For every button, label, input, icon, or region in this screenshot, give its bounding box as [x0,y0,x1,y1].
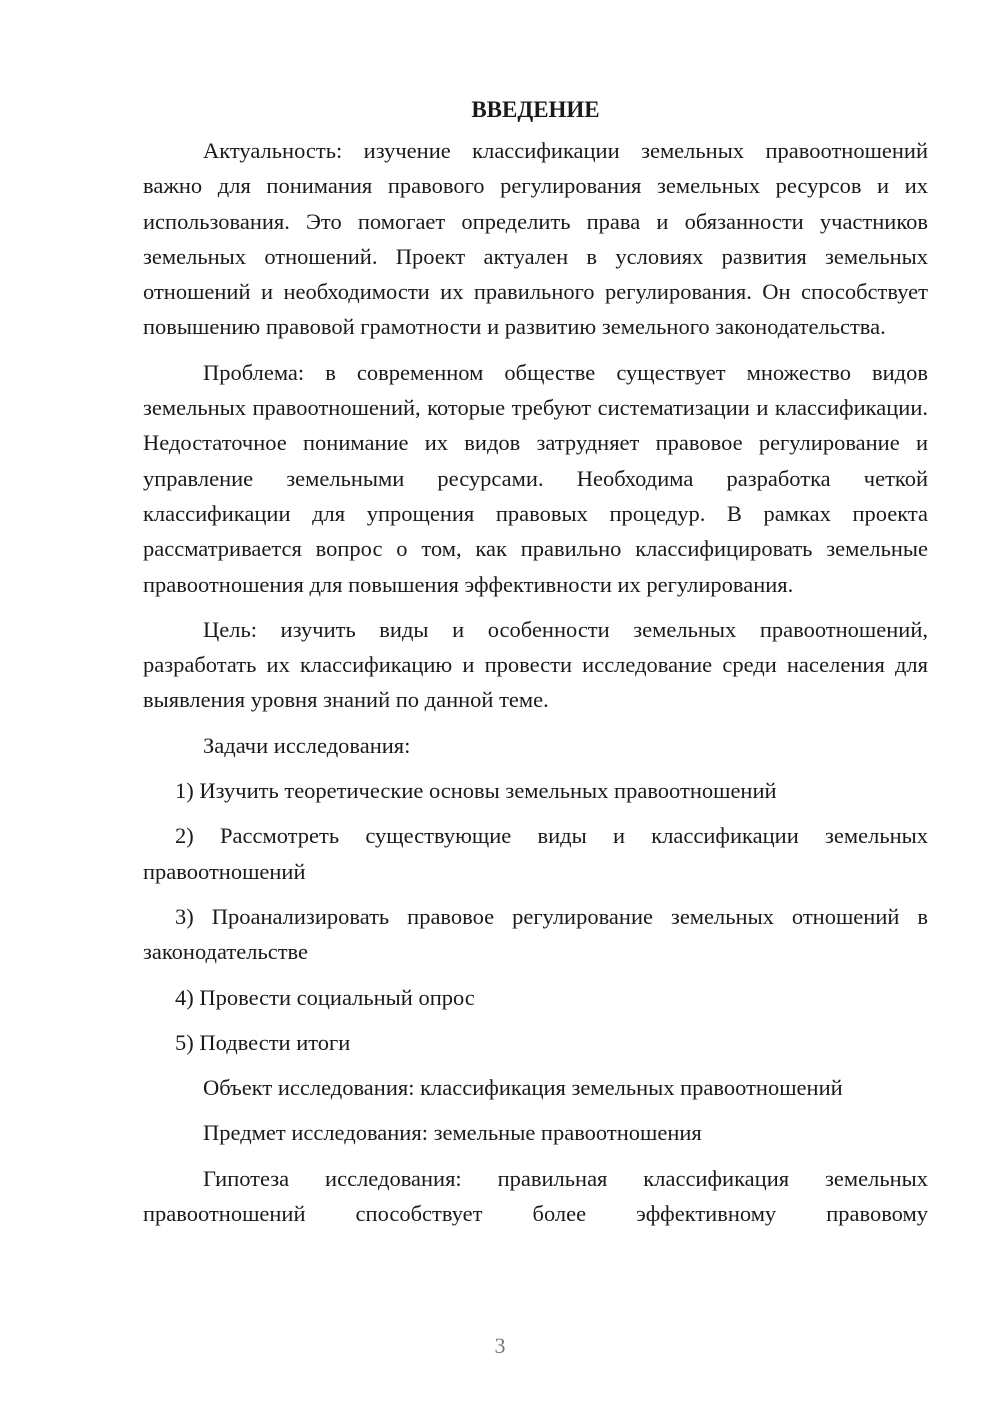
document-page [143,92,928,1241]
object-paragraph: Объект исследования: классификация земельных правоотношений [203,1075,843,1101]
problem-paragraph: Проблема: в современном обществе существует множество видов земельных правоотношений, которые требуют систематизации и классификации. Недостаточное понимание их видов затрудняет правовое регулирование и управление земельными ресурсами. Необходима разработка четкой классификации для упрощения правовых процедур. В рамках проекта рассматривается вопрос о том, как правильно классифицировать земельные правоотношения для повышения эффективности их регулирования. [143,359,928,597]
tasks-title: Задачи исследования: [203,732,411,758]
task-item-3: 3) Проанализировать правовое регулирование земельных отношений в законодательстве [143,903,928,965]
subject-paragraph: Предмет исследования: земельные правоотношения [203,1120,702,1146]
relevance-paragraph: Актуальность: изучение классификации земельных правоотношений важно для понимания правового регулирования земельных ресурсов и их использования. Это помогает определить права и обязанности участников земельных отношений. Проект актуален в условиях развития земельных отношений и необходимости их правильного регулирования. Он способствует повышению правовой грамотности и развитию земельного законодательства. [143,138,928,340]
task-item-1: 1) Изучить теоретические основы земельных правоотношений [175,778,777,804]
hypothesis-paragraph: Гипотеза исследования: правильная классификация земельных правоотношений способствует более эффективному правовому [143,1165,928,1227]
section-heading: ВВЕДЕНИЕ [471,97,600,122]
task-item-2: 2) Рассмотреть существующие виды и классификации земельных правоотношений [143,823,928,884]
goal-paragraph: Цель: изучить виды и особенности земельных правоотношений, разработать их классификацию и провести исследование среди населения для выявления уровня знаний по данной теме. [143,616,928,713]
task-item-5: 5) Подвести итоги [175,1029,351,1055]
task-item-4: 4) Провести социальный опрос [175,984,475,1010]
page-number: 3 [494,1333,506,1358]
